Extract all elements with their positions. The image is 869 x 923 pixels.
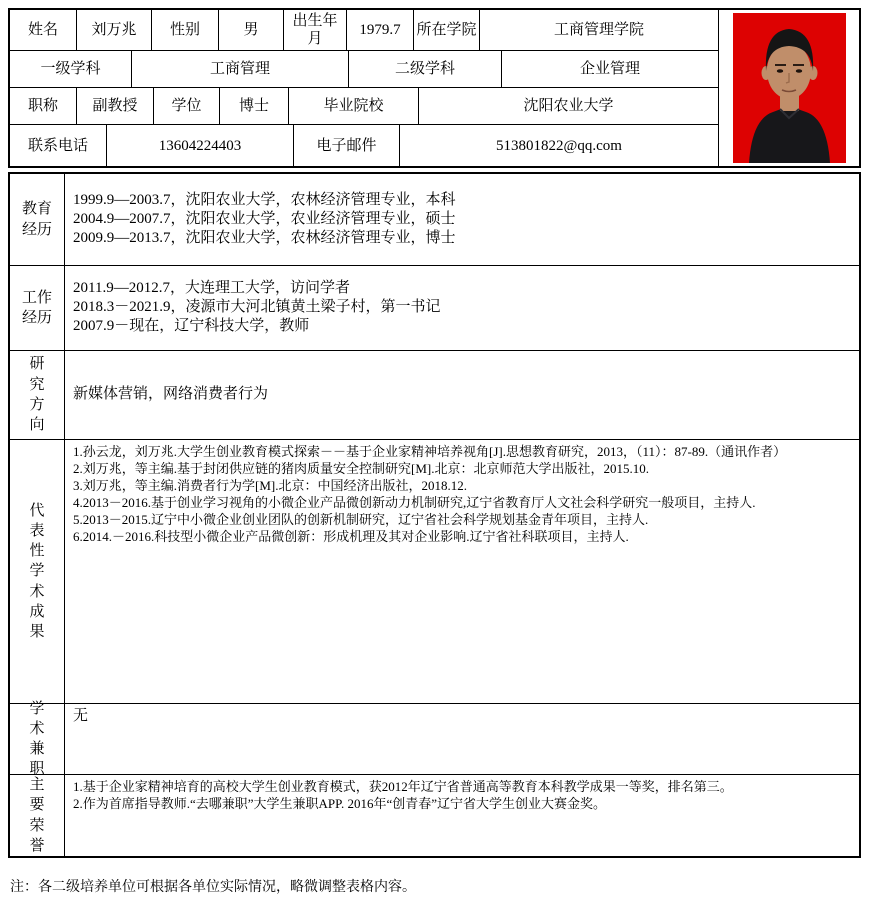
email-label: 电子邮件 (294, 125, 400, 166)
section-achievements-label-cell (10, 440, 65, 703)
work-line: 2007.9－现在，辽宁科技大学，教师 (73, 318, 310, 335)
table-row (10, 51, 718, 88)
achievement-line: 3.刘万兆，等主编.消费者行为学[M].北京：中国经济出版社，2018.12. (73, 478, 467, 494)
title-label: 职称 (10, 88, 77, 124)
section-label: 代表性学术成果 (29, 502, 45, 641)
research-line: 新媒体营销，网络消费者行为 (73, 386, 269, 403)
portrait-photo (733, 13, 846, 163)
section-label: 工作经历 (21, 289, 52, 326)
section-achievements-content (65, 440, 859, 703)
gender-value: 男 (219, 10, 284, 50)
section-label: 主要荣誉 (29, 777, 45, 854)
achievement-line: 4.2013－2016.基于创业学习视角的小微企业产品微创新动力机制研究,辽宁省教育厅人文社会科学研究一般项目，主持人. (73, 495, 756, 511)
section-label: 教育经历 (21, 201, 52, 238)
achievement-line: 5.2013－2015.辽宁中小微企业创业团队的创新机制研究，辽宁省社会科学规划基金青年项目，主持人. (73, 512, 649, 528)
section-parttime-content (65, 704, 859, 774)
education-line: 1999.9—2003.7，沈阳农业大学，农林经济管理专业，本科 (73, 192, 456, 209)
table-row (10, 10, 718, 51)
primary-discipline-value: 工商管理 (132, 51, 349, 87)
achievement-line: 1.孙云龙，刘万兆.大学生创业教育模式探索－－基于企业家精神培养视角[J].思想教育研究，2013，（11）：87-89.（通讯作者） (73, 444, 787, 460)
college-value: 工商管理学院 (553, 22, 644, 38)
section-honors-label-cell (10, 775, 65, 856)
basic-info-table (8, 8, 861, 168)
email-value: 513801822@qq.com (496, 137, 622, 154)
section-achievements-row (10, 440, 859, 704)
detail-table (8, 172, 861, 858)
basic-info-grid (10, 10, 719, 166)
graduate-school-label: 毕业院校 (289, 88, 419, 124)
primary-discipline-label: 一级学科 (10, 51, 132, 87)
birth-label: 出生年月 (284, 10, 347, 50)
section-work-content (65, 266, 859, 349)
section-label: 学术兼职 (29, 700, 45, 778)
title-value: 副教授 (77, 88, 154, 124)
parttime-line: 无 (73, 708, 89, 725)
name-value: 刘万兆 (77, 10, 152, 50)
birth-value: 1979.7 (347, 10, 414, 50)
table-row (10, 88, 718, 125)
table-row (10, 125, 718, 166)
gender-label: 性别 (152, 10, 219, 50)
honor-line: 1.基于企业家精神培育的高校大学生创业教育模式，获2012年辽宁省普通高等教育本科教学成果一等奖，排名第三。 (73, 779, 733, 795)
section-parttime-label-cell (10, 700, 65, 778)
phone-label: 联系电话 (10, 125, 107, 166)
section-education-content (65, 174, 859, 265)
achievement-line: 2.刘万兆，等主编.基于封闭供应链的猪肉质量安全控制研究[M].北京：北京师范大学出版社，2015.10. (73, 461, 649, 477)
section-research-label-cell (10, 351, 65, 439)
phone-value: 13604224403 (107, 125, 294, 166)
degree-value: 博士 (220, 88, 289, 124)
achievement-line: 6.2014.－2016.科技型小微企业产品微创新：形成机理及其对企业影响.辽宁省社科联项目，主持人. (73, 529, 629, 545)
work-line: 2018.3－2021.9，凌源市大河北镇黄土梁子村，第一书记 (73, 299, 441, 316)
education-line: 2004.9—2007.7，沈阳农业大学，农业经济管理专业，硕士 (73, 211, 456, 228)
section-work-row (10, 266, 859, 350)
section-honors-content (65, 775, 859, 856)
section-work-label-cell (10, 266, 65, 349)
degree-label: 学位 (154, 88, 220, 124)
secondary-discipline-label: 二级学科 (349, 51, 502, 87)
photo-cell (719, 10, 859, 166)
name-label: 姓名 (10, 10, 77, 50)
section-research-row (10, 351, 859, 440)
graduate-school-value: 沈阳农业大学 (523, 98, 614, 114)
footer-note: 注：各二级培养单位可根据各单位实际情况，略微调整表格内容。 (10, 880, 416, 895)
section-education-label-cell (10, 174, 65, 265)
section-label: 研究方向 (29, 356, 45, 434)
section-honors-row (10, 775, 859, 856)
section-parttime-row (10, 700, 859, 778)
work-line: 2011.9—2012.7，大连理工大学，访问学者 (73, 280, 350, 297)
college-label: 所在学院 (414, 10, 480, 50)
education-line: 2009.9—2013.7，沈阳农业大学，农林经济管理专业，博士 (73, 230, 456, 247)
secondary-discipline-value: 企业管理 (579, 61, 640, 77)
section-education-row (10, 174, 859, 266)
section-research-content (65, 351, 859, 439)
honor-line: 2.作为首席指导教师.“去哪兼职”大学生兼职APP. 2016年“创青春”辽宁省大学生创业大赛金奖。 (73, 796, 606, 812)
